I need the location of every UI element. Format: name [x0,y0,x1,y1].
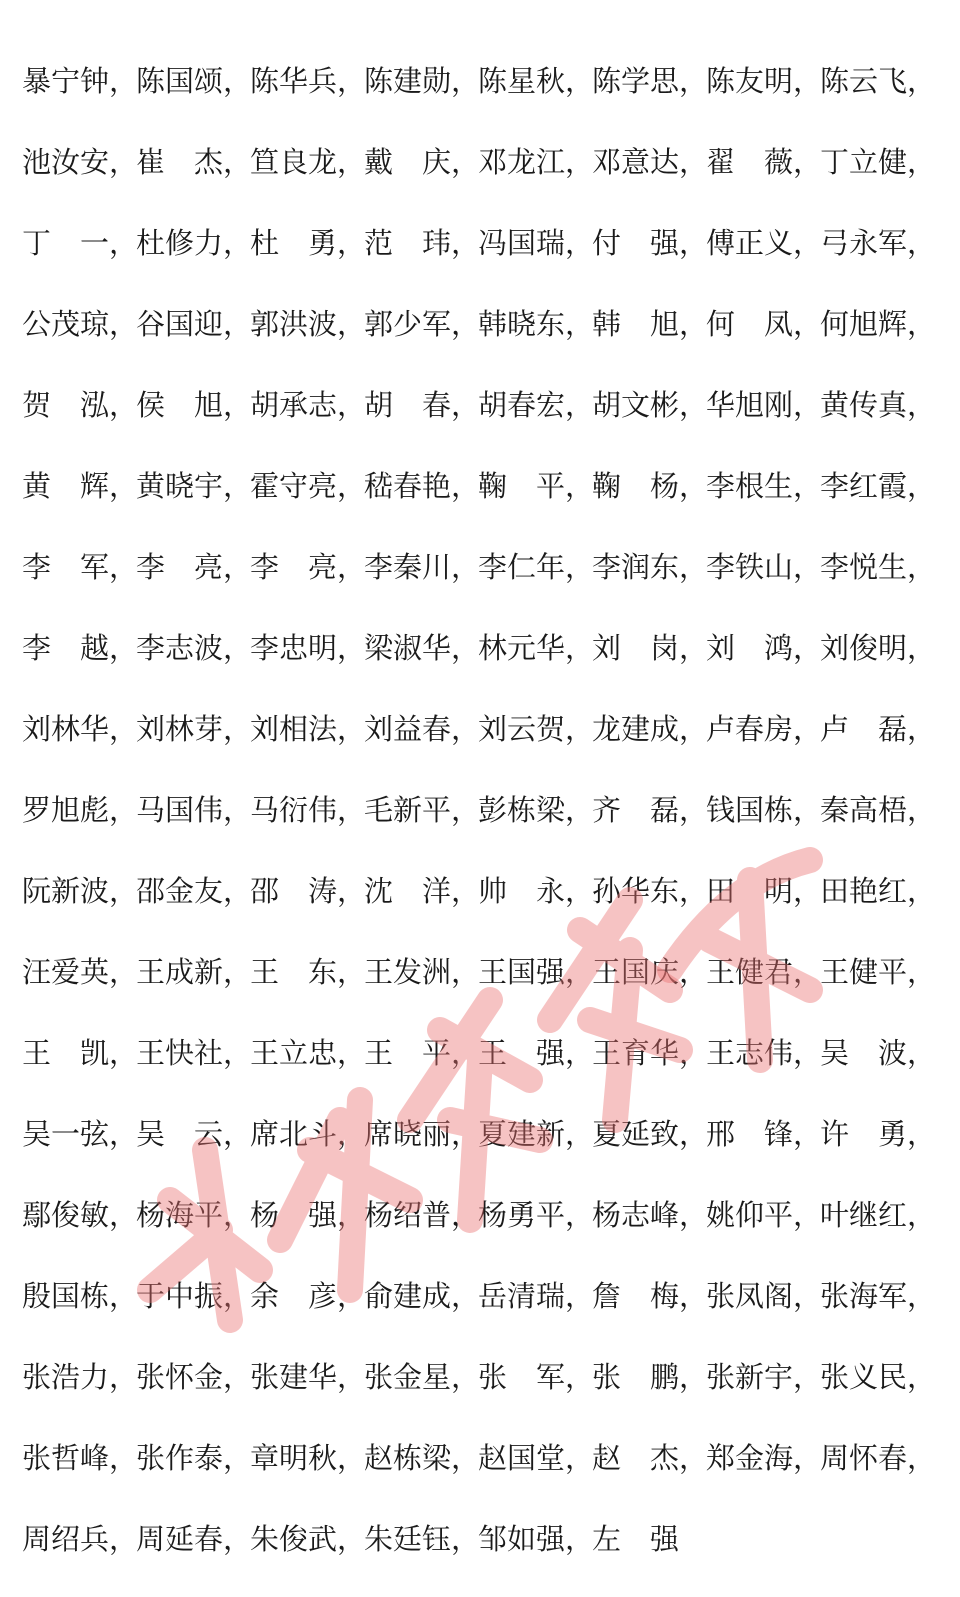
name-entry: 华旭刚， [706,387,823,422]
name-entry: 王健平， [820,954,937,989]
name-entry: 林元华， [478,630,595,665]
name-row [22,40,942,121]
name-entry: 叶继红， [820,1197,937,1232]
name-entry: 杜修力， [136,225,253,260]
name-entry: 张浩力， [22,1359,139,1394]
name-entry: 冯国瑞， [478,225,595,260]
name-entry: 黄 辉， [22,468,139,503]
name-entry: 王发洲， [364,954,481,989]
name-entry: 暴宁钟， [22,63,139,98]
name-entry: 刘云贺， [478,711,595,746]
name-entry: 胡承志， [250,387,367,422]
name-entry: 吴一弦， [22,1116,139,1151]
name-entry: 李 亮， [250,549,367,584]
name-entry: 刘林华， [22,711,139,746]
name-entry: 公茂琼， [22,306,139,341]
name-entry: 刘俊明， [820,630,937,665]
name-entry: 侯 旭， [136,387,253,422]
name-entry: 霍守亮， [250,468,367,503]
name-entry: 朱俊武， [250,1521,367,1556]
name-entry: 杨绍普， [364,1197,481,1232]
name-entry: 张海军， [820,1278,937,1313]
name-entry: 付 强， [592,225,709,260]
name-entry: 朱廷钰， [364,1521,481,1556]
name-row [22,445,942,526]
name-entry: 席晓丽， [364,1116,481,1151]
name-entry: 李悦生， [820,549,937,584]
name-entry: 李根生， [706,468,823,503]
name-entry: 王成新， [136,954,253,989]
name-entry: 赵栋梁， [364,1440,481,1475]
name-entry: 刘 鸿， [706,630,823,665]
name-entry: 王 平， [364,1035,481,1070]
name-entry: 周延春， [136,1521,253,1556]
name-entry: 陈建勋， [364,63,481,98]
name-entry: 姚仰平， [706,1197,823,1232]
name-entry: 王 东， [250,954,367,989]
name-entry: 田 明， [706,873,823,908]
name-row [22,850,942,931]
name-entry: 丁立健， [820,144,937,179]
name-entry: 李 军， [22,549,139,584]
name-entry: 秦高梧， [820,792,937,827]
name-entry: 周绍兵， [22,1521,139,1556]
name-entry: 张凤阁， [706,1278,823,1313]
name-entry: 吴 云， [136,1116,253,1151]
name-entry: 王育华， [592,1035,709,1070]
name-entry: 张金星， [364,1359,481,1394]
name-entry: 黄晓宇， [136,468,253,503]
name-entry: 韩 旭， [592,306,709,341]
name-entry: 赵国堂， [478,1440,595,1475]
name-entry: 王健君， [706,954,823,989]
name-row [22,769,942,850]
name-entry: 张哲峰， [22,1440,139,1475]
name-entry: 范 玮， [364,225,481,260]
name-entry: 杨勇平， [478,1197,595,1232]
name-row [22,1093,942,1174]
name-entry: 张新宇， [706,1359,823,1394]
name-entry: 毛新平， [364,792,481,827]
name-entry: 郭洪波， [250,306,367,341]
name-entry: 王快社， [136,1035,253,1070]
name-entry: 嵇春艳， [364,468,481,503]
name-entry: 邵金友， [136,873,253,908]
name-entry: 杜 勇， [250,225,367,260]
name-entry: 詹 梅， [592,1278,709,1313]
name-entry: 谷国迎， [136,306,253,341]
name-row [22,607,942,688]
name-entry: 刘林芽， [136,711,253,746]
name-entry: 邓意达， [592,144,709,179]
name-entry: 陈星秋， [478,63,595,98]
name-entry: 席北斗， [250,1116,367,1151]
name-entry: 张 鹏， [592,1359,709,1394]
name-entry: 殷国栋， [22,1278,139,1313]
name-entry: 胡 春， [364,387,481,422]
name-entry: 李 亮， [136,549,253,584]
name-entry: 王 凯， [22,1035,139,1070]
name-entry: 邵 涛， [250,873,367,908]
name-entry: 田艳红， [820,873,937,908]
name-entry: 黄传真， [820,387,937,422]
name-entry: 马衍伟， [250,792,367,827]
name-entry: 俞建成， [364,1278,481,1313]
name-entry: 陈云飞， [820,63,937,98]
name-entry: 岳清瑞， [478,1278,595,1313]
name-entry: 池汝安， [22,144,139,179]
name-entry: 陈友明， [706,63,823,98]
name-entry: 许 勇， [820,1116,937,1151]
name-entry: 丁 一， [22,225,139,260]
name-entry: 何旭辉， [820,306,937,341]
name-entry: 鄢俊敏， [22,1197,139,1232]
name-entry: 王 强， [478,1035,595,1070]
name-entry: 于中振， [136,1278,253,1313]
name-entry: 余 彦， [250,1278,367,1313]
name-entry: 王国庆， [592,954,709,989]
name-entry: 帅 永， [478,873,595,908]
name-entry: 王志伟， [706,1035,823,1070]
name-entry: 邢 锋， [706,1116,823,1151]
name-entry: 翟 薇， [706,144,823,179]
name-entry: 罗旭彪， [22,792,139,827]
name-entry: 王国强， [478,954,595,989]
name-entry: 李秦川， [364,549,481,584]
name-entry: 胡文彬， [592,387,709,422]
name-row [22,526,942,607]
name-row [22,1012,942,1093]
name-entry: 汪爱英， [22,954,139,989]
name-entry: 邓龙江， [478,144,595,179]
name-entry: 左 强 [592,1521,680,1556]
name-entry: 刘 岗， [592,630,709,665]
name-entry: 彭栋梁， [478,792,595,827]
name-entry: 郭少军， [364,306,481,341]
name-entry: 夏建新， [478,1116,595,1151]
name-entry: 鞠 杨， [592,468,709,503]
name-entry: 胡春宏， [478,387,595,422]
name-entry: 张义民， [820,1359,937,1394]
name-entry: 韩晓东， [478,306,595,341]
name-entry: 杨志峰， [592,1197,709,1232]
name-row [22,202,942,283]
name-entry: 戴 庆， [364,144,481,179]
name-row [22,121,942,202]
name-entry: 沈 洋， [364,873,481,908]
name-entry: 崔 杰， [136,144,253,179]
name-entry: 傅正义， [706,225,823,260]
name-entry: 夏延致， [592,1116,709,1151]
name-entry: 卢 磊， [820,711,937,746]
name-row [22,931,942,1012]
name-entry: 李润东， [592,549,709,584]
name-row [22,283,942,364]
name-entry: 王立忠， [250,1035,367,1070]
name-entry: 卢春房， [706,711,823,746]
name-entry: 梁淑华， [364,630,481,665]
name-entry: 陈国颂， [136,63,253,98]
name-entry: 李仁年， [478,549,595,584]
name-entry: 孙华东， [592,873,709,908]
name-entry: 吴 波， [820,1035,937,1070]
name-entry: 杨 强， [250,1197,367,1232]
name-entry: 齐 磊， [592,792,709,827]
name-entry: 弓永军， [820,225,937,260]
name-row [22,1336,942,1417]
name-entry: 章明秋， [250,1440,367,1475]
name-entry: 郑金海， [706,1440,823,1475]
name-entry: 刘相法， [250,711,367,746]
name-entry: 阮新波， [22,873,139,908]
name-row [22,1498,942,1579]
name-entry: 何 凤， [706,306,823,341]
name-entry: 杨海平， [136,1197,253,1232]
name-entry: 陈学思， [592,63,709,98]
name-entry: 贺 泓， [22,387,139,422]
name-list [22,40,942,1579]
name-row [22,1174,942,1255]
name-entry: 笪良龙， [250,144,367,179]
name-entry: 张作泰， [136,1440,253,1475]
name-entry: 钱国栋， [706,792,823,827]
name-entry: 陈华兵， [250,63,367,98]
name-entry: 刘益春， [364,711,481,746]
name-entry: 邹如强， [478,1521,595,1556]
name-row [22,1417,942,1498]
name-entry: 张 军， [478,1359,595,1394]
name-entry: 张怀金， [136,1359,253,1394]
name-row [22,1255,942,1336]
name-entry: 鞠 平， [478,468,595,503]
name-row [22,688,942,769]
name-entry: 李 越， [22,630,139,665]
name-entry: 龙建成， [592,711,709,746]
name-entry: 马国伟， [136,792,253,827]
name-entry: 李铁山， [706,549,823,584]
name-entry: 周怀春， [820,1440,937,1475]
name-entry: 李志波， [136,630,253,665]
name-entry: 赵 杰， [592,1440,709,1475]
name-row [22,364,942,445]
name-entry: 李忠明， [250,630,367,665]
name-entry: 李红霞， [820,468,937,503]
name-entry: 张建华， [250,1359,367,1394]
